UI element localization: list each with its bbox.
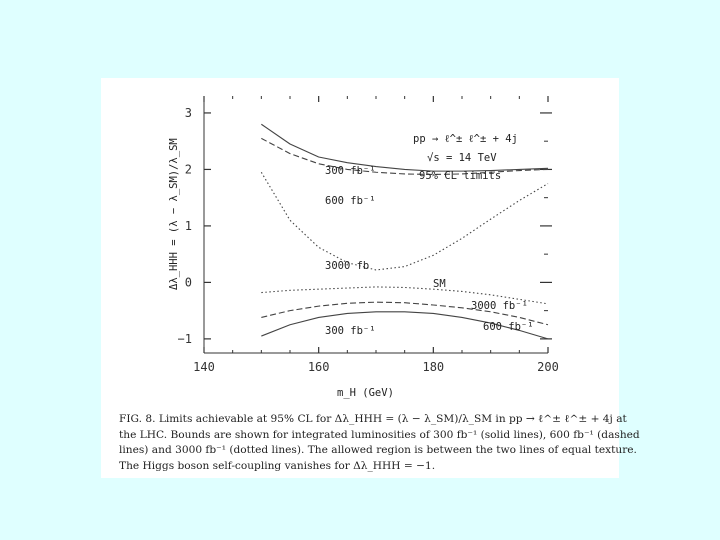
y-tick-label: 3 [184,105,192,120]
figure-caption [119,412,640,474]
energy-label: √s = 14 TeV [427,152,497,164]
curve-label-600-lower: 600 fb⁻¹ [483,321,534,333]
process-label: pp → ℓ^± ℓ^± + 4j [413,133,518,145]
y-tick-label: 2 [184,162,192,177]
x-axis-label: m_H (GeV) [337,387,394,399]
higgs-coupling-plot [101,78,619,412]
curve-label-300-upper: 300 fb⁻¹ [325,165,376,177]
x-tick-label: 200 [537,360,559,374]
curve-label-300-lower: 300 fb⁻¹ [325,325,376,337]
caption-line: FIG. 8. Limits achievable at 95% CL for Δλ_HHH = (λ − λ_SM)/λ_SM in pp → ℓ^± ℓ^± + 4j at [119,413,627,425]
y-tick-label: 1 [184,218,192,233]
y-tick-label: 0 [184,275,192,290]
document-page [101,78,640,478]
y-axis-label: Δλ_HHH = (λ − λ_SM)/λ_SM [168,138,180,290]
caption-line: lines) and 3000 fb⁻¹ (dotted lines). The allowed region is between the two lines of equal texture. [119,444,637,456]
curve-dotted-upper [261,172,548,270]
x-tick-label: 140 [193,360,215,374]
x-tick-label: 160 [307,360,330,374]
confidence-label: 95% CL limits [419,170,502,182]
y-tick-label: −1 [177,331,192,346]
plot-text [168,106,559,399]
curve-solid-upper [261,124,548,171]
caption-line: the LHC. Bounds are shown for integrated luminosities of 300 fb⁻¹ (solid lines), 600 fb⁻¹ (dashed [119,428,640,441]
sm-label: SM [433,278,446,290]
caption-line: The Higgs boson self-coupling vanishes for Δλ_HHH = −1. [119,459,436,472]
curve-label-3000-lower: 3000 fb⁻¹ [471,300,528,312]
curve-label-3000-upper: 3000 fb [325,260,370,272]
x-tick-label: 180 [422,360,445,374]
curve-label-600-upper: 600 fb⁻¹ [325,195,376,207]
